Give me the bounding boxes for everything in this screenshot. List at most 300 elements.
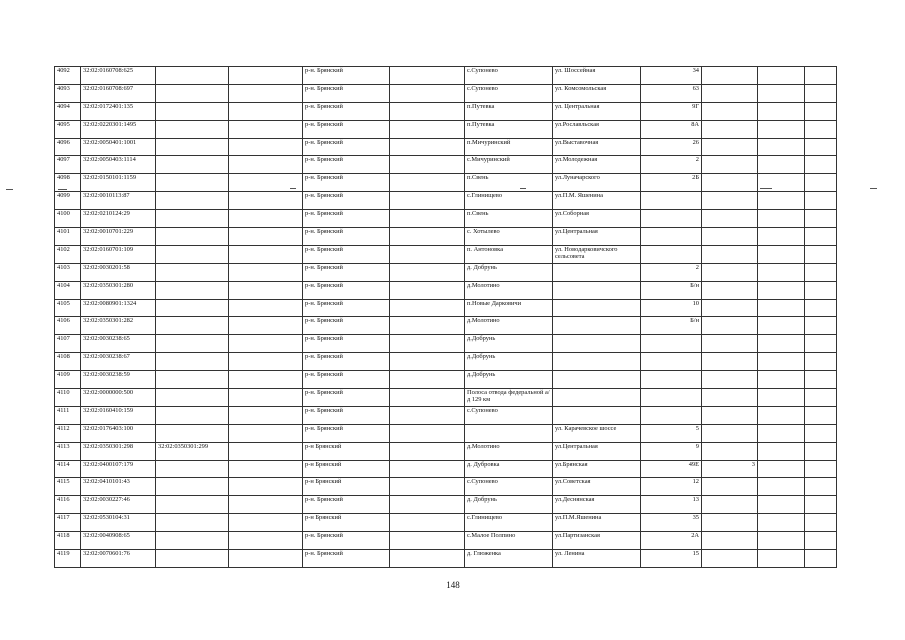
table-row — [55, 120, 837, 138]
table-row — [55, 174, 837, 192]
cell-number: 4119 — [55, 550, 81, 568]
cell-house — [641, 228, 702, 246]
cell-house: 2 — [641, 156, 702, 174]
cell-empty — [758, 228, 805, 246]
cell-number: 4113 — [55, 442, 81, 460]
cell-number: 4112 — [55, 424, 81, 442]
cell-settlement: с.Глинищево — [465, 514, 553, 532]
cell-floor — [702, 550, 758, 568]
cell-related-cadastral — [156, 192, 229, 210]
cell-empty — [390, 496, 465, 514]
cell-empty — [390, 442, 465, 460]
cell-empty — [758, 389, 805, 407]
table-row — [55, 84, 837, 102]
cell-empty — [805, 514, 837, 532]
cell-house: 26 — [641, 138, 702, 156]
cell-empty — [805, 263, 837, 281]
cell-number: 4108 — [55, 353, 81, 371]
cell-empty — [229, 460, 303, 478]
cell-district: р-н. Брянский — [303, 156, 390, 174]
cell-empty — [805, 84, 837, 102]
cell-empty — [758, 281, 805, 299]
cell-related-cadastral — [156, 424, 229, 442]
cell-house: 15 — [641, 550, 702, 568]
cell-cadastral-number: 32:02:0050403:1114 — [81, 156, 156, 174]
cell-house: 34 — [641, 67, 702, 85]
cell-empty — [805, 228, 837, 246]
cell-empty — [229, 156, 303, 174]
cell-related-cadastral — [156, 460, 229, 478]
cell-empty — [390, 281, 465, 299]
cell-settlement: д.Молотино — [465, 281, 553, 299]
cell-floor — [702, 210, 758, 228]
cell-related-cadastral — [156, 102, 229, 120]
cell-district: р-н. Брянский — [303, 281, 390, 299]
cell-house: 9Г — [641, 102, 702, 120]
cell-number: 4092 — [55, 67, 81, 85]
cell-district: р-н. Брянский — [303, 67, 390, 85]
cell-number: 4106 — [55, 317, 81, 335]
cell-number: 4116 — [55, 496, 81, 514]
table-row — [55, 371, 837, 389]
cell-street: ул.П.М. Яшенина — [553, 192, 641, 210]
cell-district: р-н. Брянский — [303, 353, 390, 371]
cell-number: 4118 — [55, 532, 81, 550]
cell-floor — [702, 138, 758, 156]
cell-empty — [390, 263, 465, 281]
cell-empty — [758, 514, 805, 532]
cell-district: р-н. Брянский — [303, 496, 390, 514]
cell-related-cadastral — [156, 514, 229, 532]
cell-district: р-н Брянский — [303, 460, 390, 478]
cell-house: 8А — [641, 120, 702, 138]
cell-number: 4115 — [55, 478, 81, 496]
cell-empty — [758, 442, 805, 460]
page-number: 148 — [446, 580, 460, 590]
cell-settlement: п.Новые Дарковичи — [465, 299, 553, 317]
cell-empty — [229, 442, 303, 460]
cell-house: 49Е — [641, 460, 702, 478]
cell-district: р-н. Брянский — [303, 317, 390, 335]
cell-district: р-н. Брянский — [303, 263, 390, 281]
cell-empty — [758, 102, 805, 120]
cell-empty — [229, 389, 303, 407]
scan-mark — [760, 188, 772, 189]
cell-district: р-н Брянский — [303, 442, 390, 460]
cell-related-cadastral — [156, 550, 229, 568]
scan-mark — [58, 189, 67, 190]
cell-empty — [390, 67, 465, 85]
cell-district: р-н Брянский — [303, 514, 390, 532]
cell-empty — [390, 406, 465, 424]
cell-empty — [390, 228, 465, 246]
cell-settlement: д.Добрунь — [465, 353, 553, 371]
cell-empty — [805, 371, 837, 389]
cell-related-cadastral — [156, 389, 229, 407]
cell-empty — [229, 245, 303, 263]
cell-empty — [229, 406, 303, 424]
cell-cadastral-number: 32:02:0410101:43 — [81, 478, 156, 496]
cell-empty — [805, 460, 837, 478]
cell-empty — [758, 424, 805, 442]
cell-empty — [390, 192, 465, 210]
cell-street — [553, 371, 641, 389]
cell-house — [641, 210, 702, 228]
table-row — [55, 353, 837, 371]
cell-empty — [390, 210, 465, 228]
table-row — [55, 550, 837, 568]
cell-settlement: д. Добрунь — [465, 496, 553, 514]
cell-floor — [702, 532, 758, 550]
cell-street: ул. Карачевское шоссе — [553, 424, 641, 442]
cell-house — [641, 371, 702, 389]
cell-floor — [702, 442, 758, 460]
cell-empty — [758, 174, 805, 192]
cell-empty — [758, 67, 805, 85]
cell-number: 4100 — [55, 210, 81, 228]
table-row — [55, 245, 837, 263]
cell-street — [553, 317, 641, 335]
cell-street: ул.Центральная — [553, 228, 641, 246]
cell-district: р-н. Брянский — [303, 406, 390, 424]
cell-empty — [805, 406, 837, 424]
cell-street: ул.П.М.Яшенина — [553, 514, 641, 532]
cell-district: р-н. Брянский — [303, 532, 390, 550]
cell-empty — [229, 228, 303, 246]
cell-street — [553, 335, 641, 353]
cell-empty — [805, 496, 837, 514]
cell-empty — [229, 532, 303, 550]
cell-empty — [390, 335, 465, 353]
cell-number: 4093 — [55, 84, 81, 102]
cell-settlement: д. Добрунь — [465, 263, 553, 281]
table-row — [55, 424, 837, 442]
cell-floor — [702, 67, 758, 85]
table-row — [55, 335, 837, 353]
cell-empty — [390, 460, 465, 478]
cell-empty — [805, 138, 837, 156]
cell-empty — [758, 84, 805, 102]
cell-street: ул. Центральная — [553, 102, 641, 120]
cell-cadastral-number: 32:02:0160701:109 — [81, 245, 156, 263]
table-row — [55, 192, 837, 210]
cell-empty — [758, 371, 805, 389]
cell-number: 4114 — [55, 460, 81, 478]
cell-settlement: д. Глюженка — [465, 550, 553, 568]
cell-floor — [702, 263, 758, 281]
cell-empty — [390, 317, 465, 335]
cell-empty — [390, 156, 465, 174]
cell-empty — [229, 263, 303, 281]
cell-empty — [805, 210, 837, 228]
cell-street: ул. Новодарковичского сельсовета — [553, 245, 641, 263]
cell-house: 63 — [641, 84, 702, 102]
cell-empty — [805, 389, 837, 407]
table-row — [55, 442, 837, 460]
cell-number: 4099 — [55, 192, 81, 210]
cell-empty — [758, 335, 805, 353]
cell-floor — [702, 514, 758, 532]
cell-settlement: с.Супонево — [465, 406, 553, 424]
cell-number: 4117 — [55, 514, 81, 532]
cell-floor — [702, 281, 758, 299]
cell-empty — [390, 174, 465, 192]
cell-number: 4102 — [55, 245, 81, 263]
cell-floor — [702, 478, 758, 496]
cell-related-cadastral — [156, 138, 229, 156]
table-row — [55, 460, 837, 478]
registry-body — [55, 67, 837, 568]
cell-settlement: с.Супонево — [465, 84, 553, 102]
cell-number: 4101 — [55, 228, 81, 246]
cell-street: ул.Партизанская — [553, 532, 641, 550]
cell-street: ул.Луначарского — [553, 174, 641, 192]
cell-empty — [758, 406, 805, 424]
cell-settlement: п.Мичуринский — [465, 138, 553, 156]
table-row — [55, 389, 837, 407]
cell-empty — [758, 299, 805, 317]
cell-street: ул.Соборная — [553, 210, 641, 228]
cell-settlement: п.Свень — [465, 174, 553, 192]
table-row — [55, 102, 837, 120]
cell-empty — [805, 67, 837, 85]
cell-house — [641, 335, 702, 353]
cell-empty — [229, 371, 303, 389]
cell-floor — [702, 156, 758, 174]
cell-cadastral-number: 32:02:0160410:159 — [81, 406, 156, 424]
cell-number: 4110 — [55, 389, 81, 407]
cell-street — [553, 389, 641, 407]
cell-street: ул.Брянская — [553, 460, 641, 478]
cell-empty — [758, 550, 805, 568]
cell-house: Б/н — [641, 317, 702, 335]
table-row — [55, 299, 837, 317]
cell-district: р-н. Брянский — [303, 192, 390, 210]
cell-empty — [229, 514, 303, 532]
cell-cadastral-number: 32:02:0210124:29 — [81, 210, 156, 228]
cell-settlement: д.Добрунь — [465, 335, 553, 353]
cell-empty — [229, 424, 303, 442]
cell-street — [553, 281, 641, 299]
cell-empty — [229, 550, 303, 568]
cell-empty — [758, 192, 805, 210]
cell-cadastral-number: 32:02:0030238:59 — [81, 371, 156, 389]
cell-number: 4105 — [55, 299, 81, 317]
cell-floor — [702, 245, 758, 263]
cell-settlement: п. Антоновка — [465, 245, 553, 263]
cell-street: ул.Центральная — [553, 442, 641, 460]
cell-related-cadastral: 32:02:0350301:299 — [156, 442, 229, 460]
cell-empty — [805, 192, 837, 210]
cell-number: 4095 — [55, 120, 81, 138]
cell-empty — [229, 210, 303, 228]
cell-district: р-н. Брянский — [303, 371, 390, 389]
cell-empty — [758, 532, 805, 550]
table-row — [55, 406, 837, 424]
cell-related-cadastral — [156, 228, 229, 246]
table-row — [55, 514, 837, 532]
cell-cadastral-number: 32:02:0040908:65 — [81, 532, 156, 550]
cell-empty — [805, 281, 837, 299]
cell-related-cadastral — [156, 156, 229, 174]
cell-settlement: д.Молотино — [465, 317, 553, 335]
cell-cadastral-number: 32:02:0350301:298 — [81, 442, 156, 460]
cell-cadastral-number: 32:02:0530104:31 — [81, 514, 156, 532]
cell-related-cadastral — [156, 406, 229, 424]
scan-mark — [870, 188, 877, 189]
cell-settlement: с.Супонево — [465, 478, 553, 496]
cell-empty — [229, 174, 303, 192]
cell-settlement: д. Дубровка — [465, 460, 553, 478]
cell-settlement: д.Молотино — [465, 442, 553, 460]
cell-district: р-н. Брянский — [303, 245, 390, 263]
cell-empty — [758, 496, 805, 514]
cell-settlement: с.Мичуринский — [465, 156, 553, 174]
cell-floor — [702, 120, 758, 138]
table-row — [55, 317, 837, 335]
cell-related-cadastral — [156, 478, 229, 496]
cell-empty — [229, 138, 303, 156]
cell-settlement: с.Глинищево — [465, 192, 553, 210]
cell-district: р-н. Брянский — [303, 102, 390, 120]
cell-empty — [805, 550, 837, 568]
cell-related-cadastral — [156, 67, 229, 85]
cell-floor — [702, 406, 758, 424]
table-row — [55, 263, 837, 281]
cell-empty — [229, 102, 303, 120]
cell-empty — [805, 335, 837, 353]
cell-empty — [390, 299, 465, 317]
cell-empty — [390, 84, 465, 102]
scan-mark — [290, 188, 296, 189]
cell-number: 4107 — [55, 335, 81, 353]
cell-district: р-н Брянский — [303, 478, 390, 496]
cell-street: ул.Рославльская — [553, 120, 641, 138]
cell-street: ул.Выставочная — [553, 138, 641, 156]
cell-empty — [758, 245, 805, 263]
cell-empty — [805, 317, 837, 335]
cell-empty — [229, 496, 303, 514]
cell-house — [641, 353, 702, 371]
cell-related-cadastral — [156, 281, 229, 299]
cell-district: р-н. Брянский — [303, 335, 390, 353]
cell-floor — [702, 102, 758, 120]
cell-empty — [758, 478, 805, 496]
cell-street: ул.Молодежная — [553, 156, 641, 174]
cell-floor: 3 — [702, 460, 758, 478]
cell-house — [641, 245, 702, 263]
cell-empty — [758, 120, 805, 138]
cell-cadastral-number: 32:02:0172401:135 — [81, 102, 156, 120]
table-row — [55, 156, 837, 174]
cell-floor — [702, 496, 758, 514]
cell-empty — [390, 138, 465, 156]
cell-district: р-н. Брянский — [303, 550, 390, 568]
cell-cadastral-number: 32:02:0000000:500 — [81, 389, 156, 407]
cell-empty — [758, 317, 805, 335]
cell-number: 4094 — [55, 102, 81, 120]
cell-related-cadastral — [156, 335, 229, 353]
cell-cadastral-number: 32:02:0010701:229 — [81, 228, 156, 246]
cell-street — [553, 353, 641, 371]
property-registry-table — [54, 66, 837, 568]
cell-house — [641, 192, 702, 210]
cell-empty — [229, 335, 303, 353]
table-row — [55, 478, 837, 496]
cell-district: р-н. Брянский — [303, 389, 390, 407]
cell-house: 12 — [641, 478, 702, 496]
cell-empty — [229, 67, 303, 85]
cell-house: 13 — [641, 496, 702, 514]
cell-related-cadastral — [156, 245, 229, 263]
cell-empty — [805, 424, 837, 442]
cell-related-cadastral — [156, 532, 229, 550]
cell-related-cadastral — [156, 174, 229, 192]
cell-floor — [702, 174, 758, 192]
cell-house — [641, 389, 702, 407]
cell-cadastral-number: 32:02:0070601:76 — [81, 550, 156, 568]
cell-empty — [390, 424, 465, 442]
cell-cadastral-number: 32:02:0010113:87 — [81, 192, 156, 210]
scan-mark — [520, 188, 526, 189]
cell-cadastral-number: 32:02:0030201:58 — [81, 263, 156, 281]
cell-house: Б/н — [641, 281, 702, 299]
cell-related-cadastral — [156, 263, 229, 281]
cell-cadastral-number: 32:02:0030238:65 — [81, 335, 156, 353]
cell-number: 4103 — [55, 263, 81, 281]
cell-settlement: п.Путевка — [465, 120, 553, 138]
cell-cadastral-number: 32:02:0080901:1324 — [81, 299, 156, 317]
cell-empty — [758, 156, 805, 174]
cell-house: 10 — [641, 299, 702, 317]
cell-empty — [390, 532, 465, 550]
cell-cadastral-number: 32:02:0160708:625 — [81, 67, 156, 85]
table-row — [55, 67, 837, 85]
cell-empty — [805, 478, 837, 496]
cell-cadastral-number: 32:02:0220301:1495 — [81, 120, 156, 138]
cell-related-cadastral — [156, 299, 229, 317]
cell-empty — [229, 353, 303, 371]
cell-street — [553, 263, 641, 281]
cell-related-cadastral — [156, 84, 229, 102]
cell-floor — [702, 335, 758, 353]
table-row — [55, 281, 837, 299]
cell-related-cadastral — [156, 353, 229, 371]
cell-house: 2А — [641, 532, 702, 550]
cell-settlement: с.Малое Полпино — [465, 532, 553, 550]
cell-number: 4111 — [55, 406, 81, 424]
cell-district: р-н. Брянский — [303, 120, 390, 138]
cell-empty — [805, 102, 837, 120]
cell-related-cadastral — [156, 371, 229, 389]
cell-empty — [229, 84, 303, 102]
cell-empty — [390, 389, 465, 407]
cell-empty — [229, 192, 303, 210]
table-row — [55, 228, 837, 246]
cell-empty — [229, 317, 303, 335]
cell-cadastral-number: 32:02:0050401:1001 — [81, 138, 156, 156]
cell-district: р-н. Брянский — [303, 84, 390, 102]
cell-empty — [805, 120, 837, 138]
cell-empty — [229, 299, 303, 317]
cell-street: ул. Комсомольская — [553, 84, 641, 102]
cell-house: 5 — [641, 424, 702, 442]
cell-number: 4109 — [55, 371, 81, 389]
cell-street: ул. Шоссейная — [553, 67, 641, 85]
table-row — [55, 496, 837, 514]
cell-cadastral-number: 32:02:0030238:67 — [81, 353, 156, 371]
cell-empty — [805, 156, 837, 174]
